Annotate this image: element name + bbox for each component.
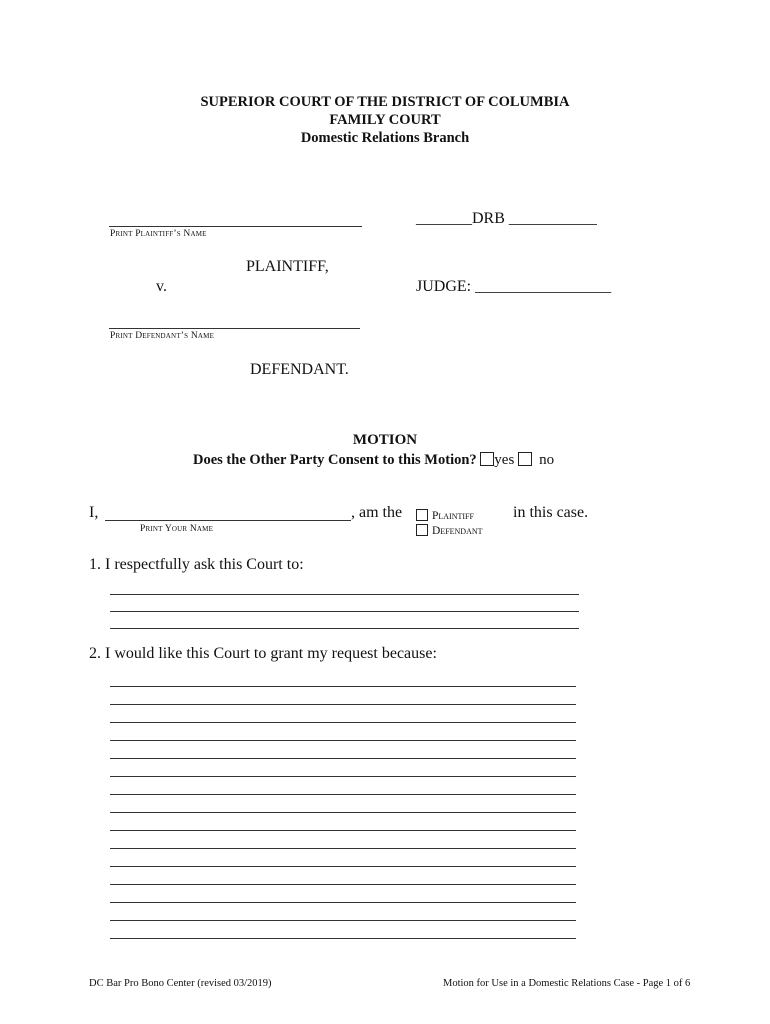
plaintiff-checkbox[interactable] — [416, 509, 428, 521]
answer-line[interactable] — [110, 776, 576, 777]
footer-left: DC Bar Pro Bono Center (revised 03/2019) — [89, 978, 272, 989]
judge-field[interactable] — [416, 278, 611, 296]
defendant-name-label: Print Defendant’s Name — [110, 331, 215, 341]
judge-label: JUDGE: — [416, 278, 472, 295]
defendant-option[interactable] — [416, 521, 483, 539]
defendant-checkbox[interactable] — [416, 524, 428, 536]
case-number-suffix: ___________ — [508, 210, 597, 227]
your-name-label: Print Your Name — [140, 524, 214, 534]
plaintiff-name-field[interactable] — [109, 226, 362, 227]
answer-line[interactable] — [110, 938, 576, 939]
case-type: DRB — [472, 210, 505, 227]
court-branch: Domestic Relations Branch — [300, 130, 470, 146]
motion-title: MOTION — [352, 432, 418, 448]
consent-yes-checkbox[interactable] — [480, 452, 494, 466]
consent-question: Does the Other Party Consent to this Motion? — [193, 452, 477, 468]
consent-row — [193, 452, 554, 469]
footer-right: Motion for Use in a Domestic Relations Case - Page 1 of 6 — [443, 978, 691, 989]
answer-line[interactable] — [110, 884, 576, 885]
defendant-role: DEFENDANT. — [250, 361, 349, 378]
item-1-text: 1. I respectfully ask this Court to: — [89, 556, 304, 573]
plaintiff-name-label: Print Plaintiff’s Name — [110, 229, 207, 239]
judge-blank: _________________ — [475, 278, 612, 295]
court-division: FAMILY COURT — [329, 112, 441, 128]
plaintiff-option-label: Plaintiff — [432, 510, 474, 522]
answer-line[interactable] — [110, 812, 576, 813]
answer-line[interactable] — [110, 794, 576, 795]
defendant-name-field[interactable] — [109, 328, 360, 329]
answer-line[interactable] — [110, 704, 576, 705]
case-number-prefix: _______ — [416, 210, 472, 227]
answer-line[interactable] — [110, 830, 576, 831]
answer-line[interactable] — [110, 758, 576, 759]
party-suffix: , am the — [351, 504, 403, 521]
answer-line[interactable] — [110, 722, 576, 723]
answer-line[interactable] — [110, 740, 576, 741]
your-name-field[interactable] — [105, 520, 351, 521]
answer-line[interactable] — [110, 628, 579, 629]
party-tail: in this case. — [513, 504, 589, 521]
answer-line[interactable] — [110, 848, 576, 849]
consent-no-checkbox[interactable] — [518, 452, 532, 466]
plaintiff-role: PLAINTIFF, — [246, 258, 329, 275]
answer-line[interactable] — [110, 866, 576, 867]
court-name: SUPERIOR COURT OF THE DISTRICT OF COLUMBIA — [200, 94, 570, 110]
defendant-option-label: Defendant — [432, 525, 483, 537]
answer-line[interactable] — [110, 902, 576, 903]
answer-line[interactable] — [110, 686, 576, 687]
case-number[interactable] — [416, 210, 597, 228]
item-2-text: 2. I would like this Court to grant my request because: — [89, 645, 437, 662]
party-prefix: I, — [89, 504, 99, 521]
answer-line[interactable] — [110, 594, 579, 595]
answer-line[interactable] — [110, 920, 576, 921]
consent-no-label: no — [539, 452, 555, 468]
answer-line[interactable] — [110, 611, 579, 612]
versus: v. — [156, 278, 167, 295]
consent-yes-label: yes — [494, 452, 515, 468]
